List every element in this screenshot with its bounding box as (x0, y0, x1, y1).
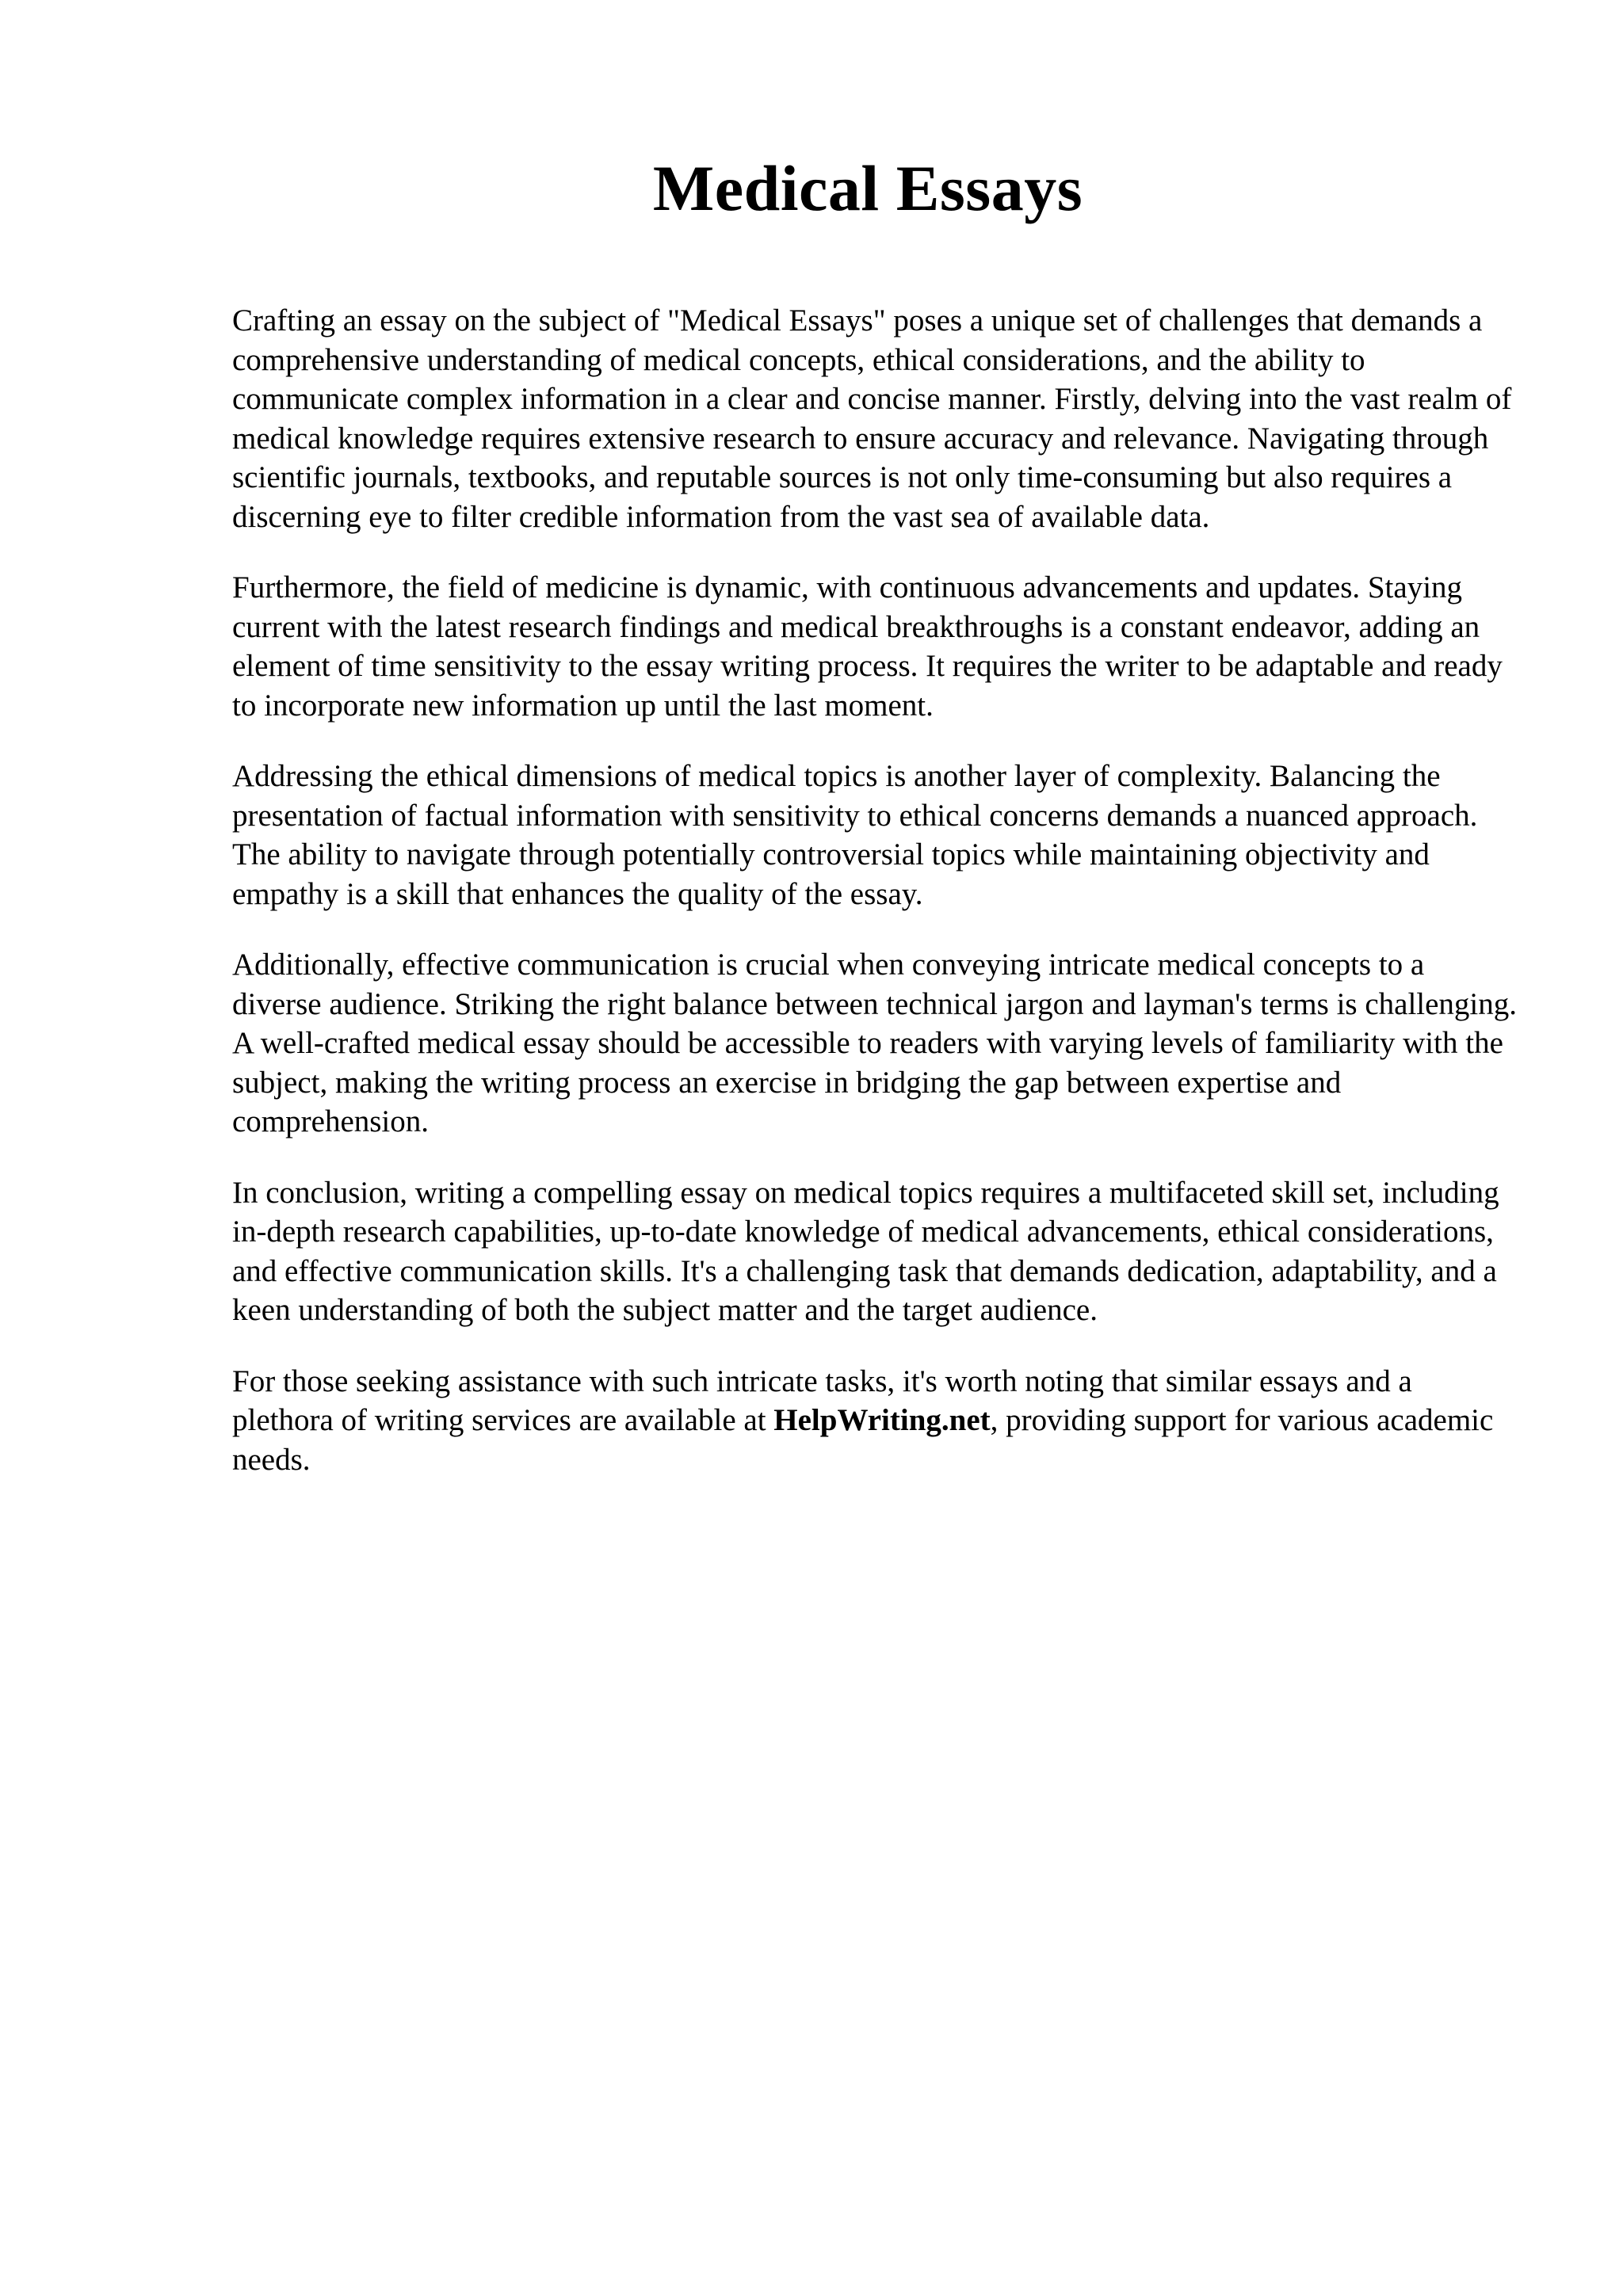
paragraph-5: In conclusion, writing a compelling essay on medical topics requires a multifaceted skill set, including in-depth research capabilities, up-to-date knowledge of medical advancements, ethical considerations, and effective communication skills. It's a challenging task that demands dedication, adaptability, and a keen understanding of both the subject matter and the target audience. (232, 1175, 1499, 1327)
closing-text-after: , providing support for various academic needs. (232, 1403, 1494, 1477)
closing-text-before: For those seeking assistance with such intricate tasks, it's worth noting that similar essays and a plethora of writing services are available at (232, 1363, 1412, 1437)
essay-body (232, 301, 1520, 1511)
brand-name: HelpWriting.net (773, 1403, 991, 1437)
page-title: Medical Essays (652, 152, 1083, 224)
paragraph-3: Addressing the ethical dimensions of medical topics is another layer of complexity. Balancing the presentation of factual information with sensitivity to ethical concerns demands a nuanced approach. The ability to navigate through potentially controversial topics while maintaining objectivity and empathy is a skill that enhances the quality of the essay. (232, 759, 1478, 911)
closing-paragraph (232, 1362, 1520, 1480)
paragraph-2: Furthermore, the field of medicine is dynamic, with continuous advancements and updates. Staying current with the latest research findings and medical breakthroughs is a constant endeavor, adding an element of time sensitivity to the essay writing process. It requires the writer to be adaptable and ready to incorporate new information up until the last moment. (232, 570, 1503, 723)
paragraph-1: Crafting an essay on the subject of "Medical Essays" poses a unique set of challenges that demands a comprehensive understanding of medical concepts, ethical considerations, and the ability to communicate complex information in a clear and concise manner. Firstly, delving into the vast realm of medical knowledge requires extensive research to ensure accuracy and relevance. Navigating through scientific journals, textbooks, and reputable sources is not only time-consuming but also requires a discerning eye to filter credible information from the vast sea of available data. (232, 303, 1512, 534)
paragraph-4: Additionally, effective communication is crucial when conveying intricate medical concepts to a diverse audience. Striking the right balance between technical jargon and layman's terms is challenging. A well-crafted medical essay should be accessible to readers with varying levels of familiarity with the subject, making the writing process an exercise in bridging the gap between expertise and comprehension. (232, 948, 1518, 1138)
